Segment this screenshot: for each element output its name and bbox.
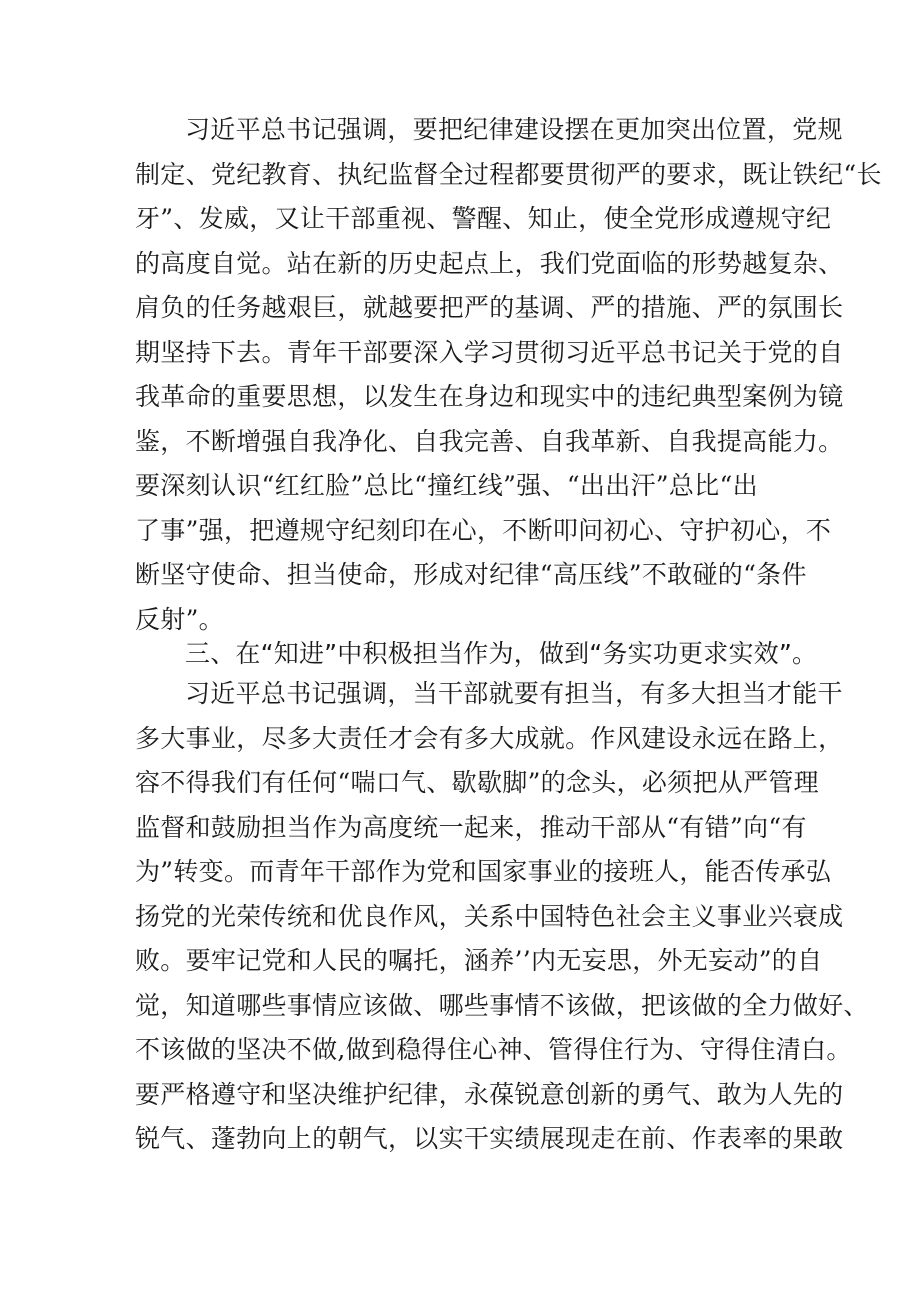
paragraph-line: 多大事业，尽多大责任才会有多大成就。作风建设永远在路上，: [135, 723, 844, 753]
paragraph-line: 习近平总书记强调，当干部就要有担当，有多大担当才能干: [185, 679, 843, 708]
paragraph-line: 要严格遵守和坚决维护纪律，永葆锐意创新的勇气、敢为人先的: [135, 1079, 844, 1109]
paragraph-line: 肩负的任务越艰巨，就越要把严的基调、严的措施、严的氛围长: [135, 293, 844, 322]
paragraph-line: 鉴，不断增强自我净化、自我完善、自我革新、自我提高能力。: [135, 426, 844, 456]
paragraph-line: 容不得我们有任何“喘口气、歇歇脚”的念头，必须把从严管理: [135, 768, 819, 797]
paragraph-line: 败。要牢记党和人民的嘱托，涵养’’内无妄思，外无妄动”的自: [135, 946, 823, 975]
paragraph-line: 为”转变。而青年干部作为党和国家事业的接班人，能否传承弘: [135, 857, 832, 886]
paragraph-line: 监督和鼓励担当作为高度统一起来，推动干部从“有错”向“有: [135, 812, 807, 842]
paragraph-line: 扬党的光荣传统和优良作风，关系中国特色社会主义事业兴衰成: [135, 901, 844, 931]
paragraph-line: 牙”、发威，又让干部重视、警醒、知止，使全党形成遵规守纪: [135, 204, 832, 233]
paragraph-line: 制定、党纪教育、执纪监督全过程都要贯彻严的要求，既让铁纪“长: [135, 159, 882, 189]
paragraph-line: 反射”。: [135, 604, 224, 634]
paragraph-line: 我革命的重要思想，以发生在身边和现实中的违纪典型案例为镜: [135, 382, 844, 411]
paragraph-line: 断坚守使命、担当使命，形成对纪律“高压线”不敢碰的“条件: [135, 560, 807, 589]
section-heading: 三、在“知进”中积极担当作为，做到“务实功更求实效”。: [185, 639, 818, 668]
paragraph-line: 的高度自觉。站在新的历史起点上，我们党面临的形势越复杂、: [135, 248, 844, 278]
paragraph-line: 不该做的坚决不做,做到稳得住心神、管得住行为、守得住清白。: [135, 1035, 852, 1064]
paragraph-line: 锐气、蓬勃向上的朝气，以实干实绩展现走在前、作表率的果敢: [135, 1124, 844, 1153]
paragraph-line: 习近平总书记强调，要把纪律建设摆在更加突出位置，党规: [185, 115, 843, 144]
paragraph-line: 期坚持下去。青年干部要深入学习贯彻习近平总书记关于党的自: [135, 337, 844, 367]
paragraph-discipline: [135, 108, 882, 642]
paragraph-responsibility: [135, 672, 869, 1162]
paragraph-line: 要深刻认识“红红脸”总比“撞红线”强、“出出汗”总比“出: [135, 471, 758, 500]
paragraph-line: 觉，知道哪些事情应该做、哪些事情不该做，把该做的全力做好、: [135, 990, 869, 1020]
paragraph-line: 了事”强，把遵规守纪刻印在心，不断叩问初心、守护初心，不: [135, 515, 832, 545]
